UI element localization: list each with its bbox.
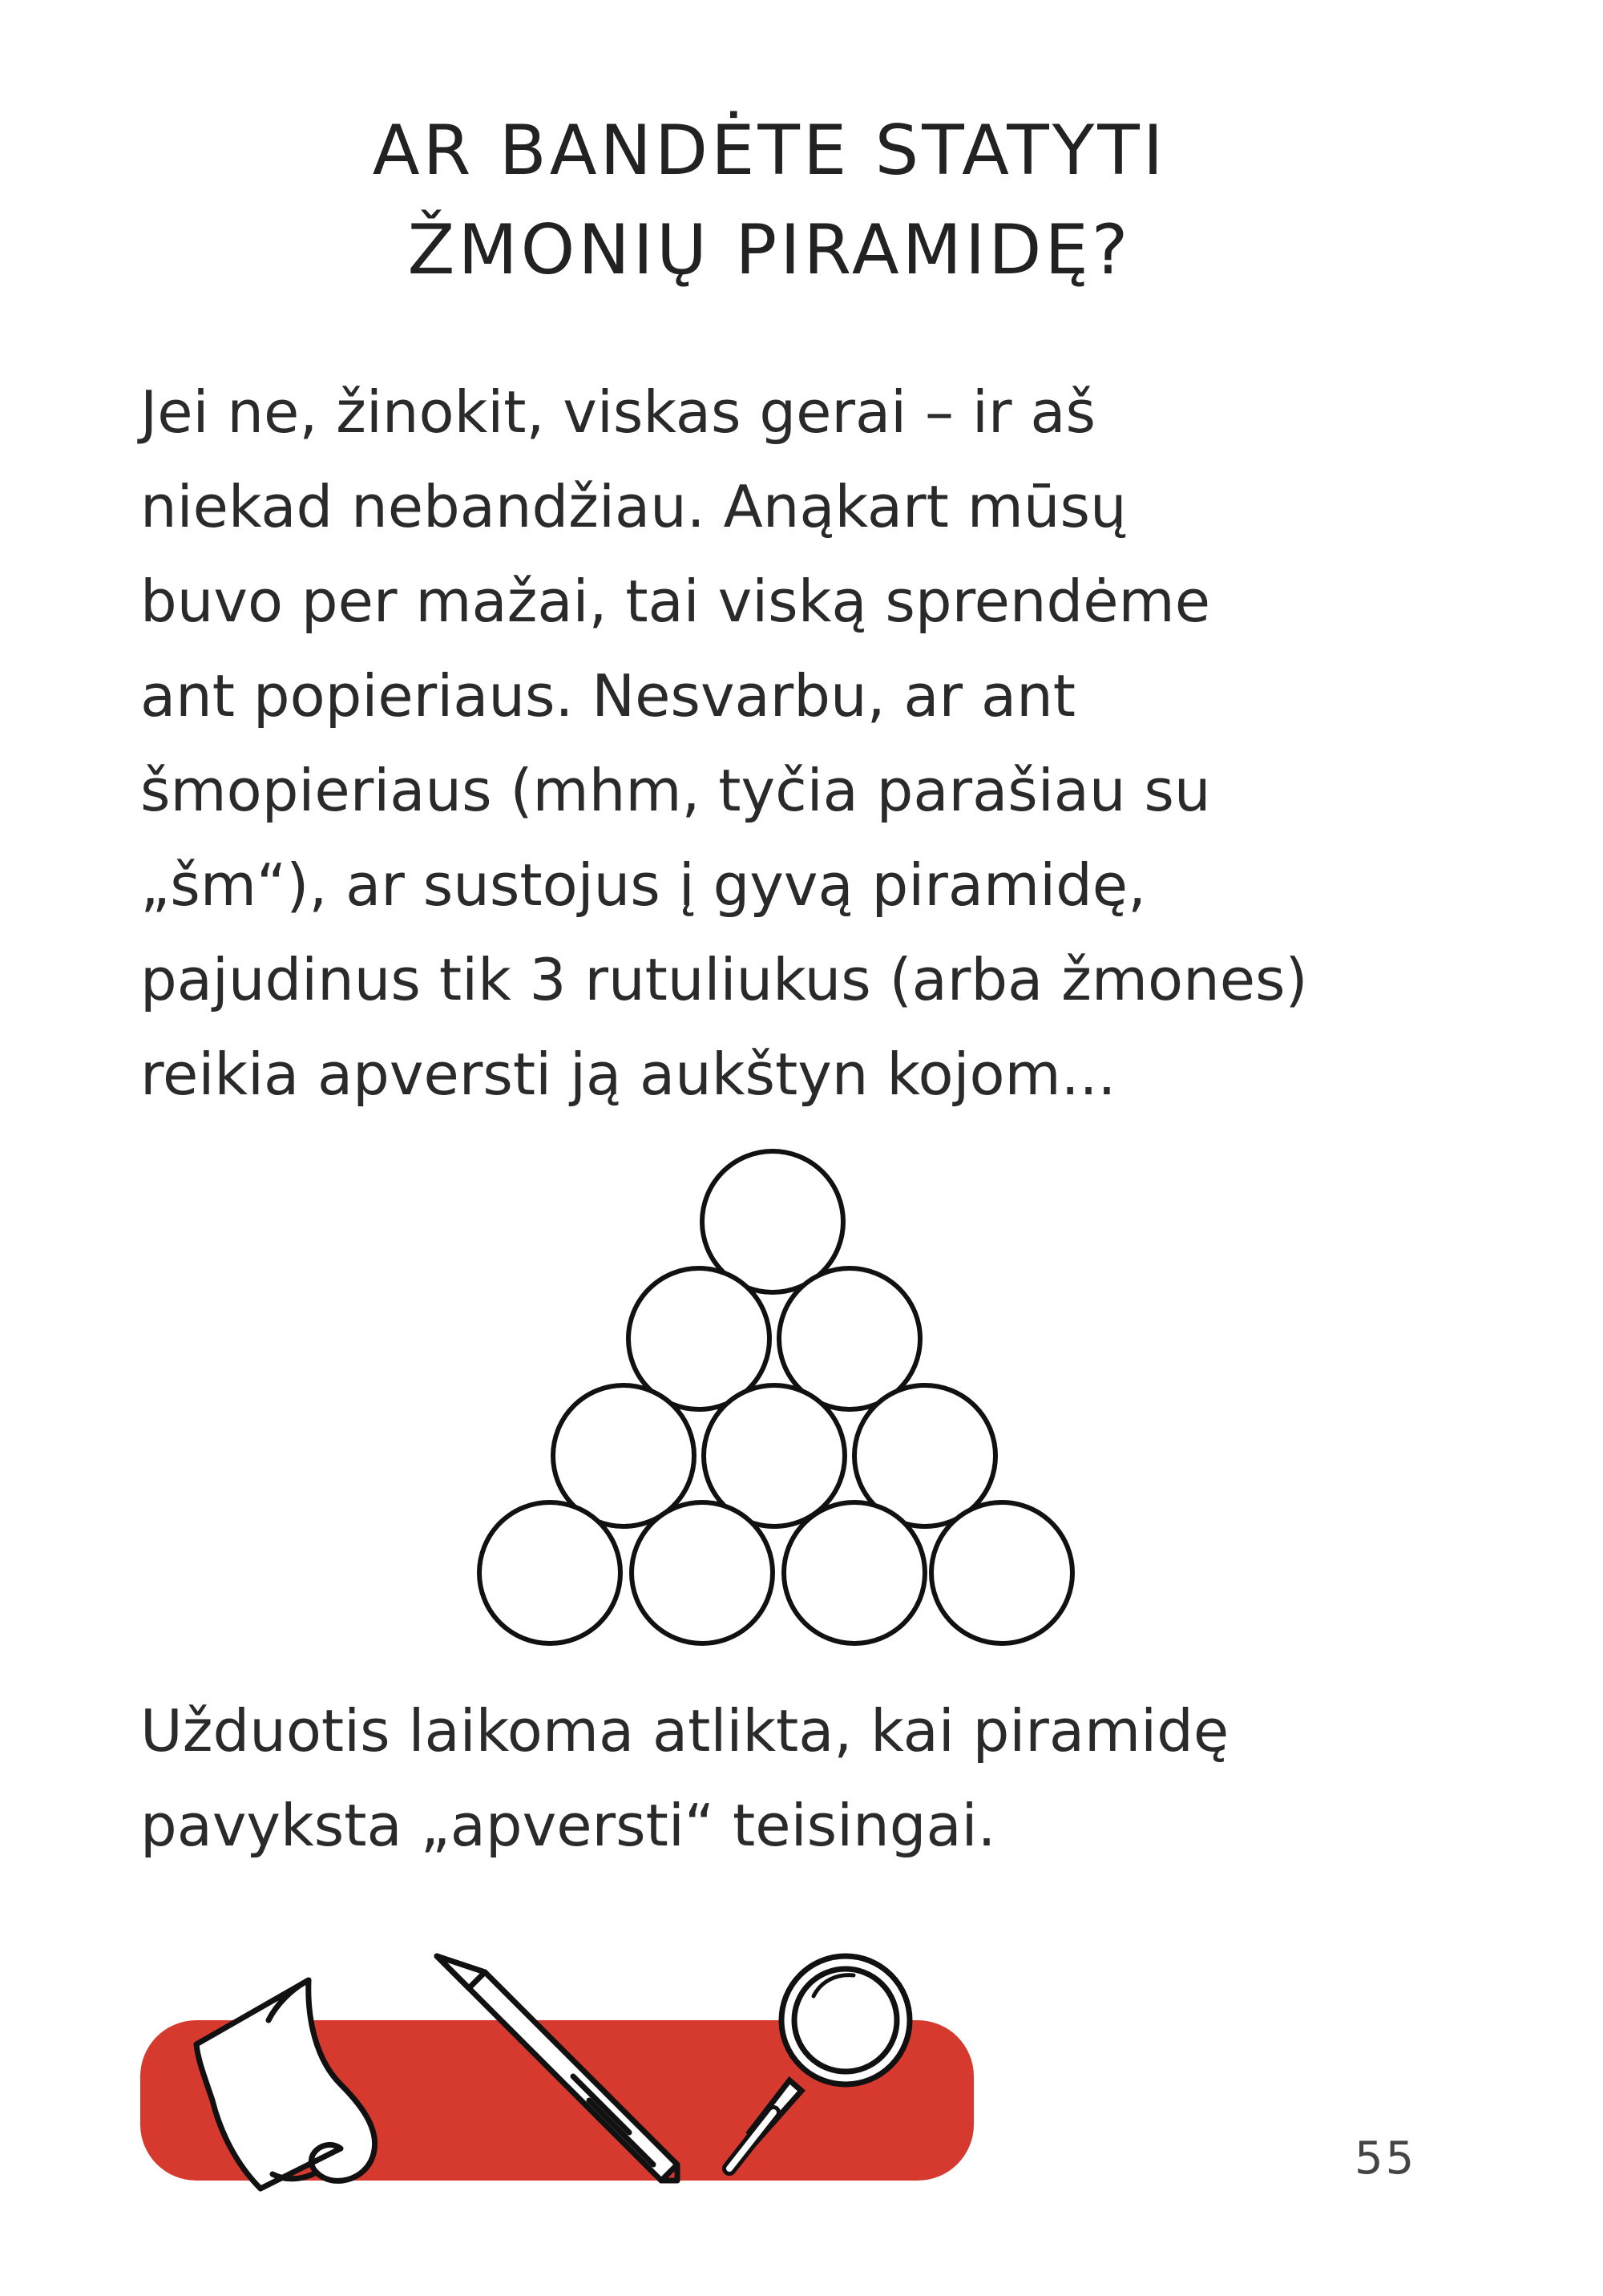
intro-line: pajudinus tik 3 rutuliukus (arba žmones) [140, 946, 1308, 1013]
footer-tool-band [140, 1940, 990, 2205]
outro-paragraph [140, 1684, 1503, 1873]
pyramid-ball [632, 1502, 773, 1643]
outro-line: Užduotis laikoma atlikta, kai piramidę [140, 1697, 1230, 1764]
intro-line: buvo per mažai, tai viską sprendėme [140, 568, 1210, 635]
intro-line: šmopieriaus (mhm, tyčia parašiau su [140, 757, 1211, 824]
intro-line: ant popieriaus. Nesvarbu, ar ant [140, 662, 1076, 730]
page-number: 55 [1355, 2132, 1417, 2185]
ball-pyramid-illustration [449, 1138, 1090, 1667]
pyramid-ball [479, 1502, 620, 1643]
intro-line: reikia apversti ją aukštyn kojom... [140, 1041, 1116, 1108]
intro-line: niekad nebandžiau. Anąkart mūsų [140, 473, 1127, 540]
page-title-line-2: ŽMONIŲ PIRAMIDĘ? [407, 210, 1132, 290]
pyramid-ball [784, 1502, 925, 1643]
intro-paragraph [140, 365, 1503, 1122]
page-title-line-1: AR BANDĖTE STATYTI [372, 111, 1167, 191]
intro-line: „šm“), ar sustojus į gyvą piramidę, [140, 851, 1146, 919]
intro-line: Jei ne, žinokit, viskas gerai – ir aš [140, 378, 1096, 446]
pyramid-ball [931, 1502, 1072, 1643]
outro-line: pavyksta „apversti“ teisingai. [140, 1792, 996, 1859]
